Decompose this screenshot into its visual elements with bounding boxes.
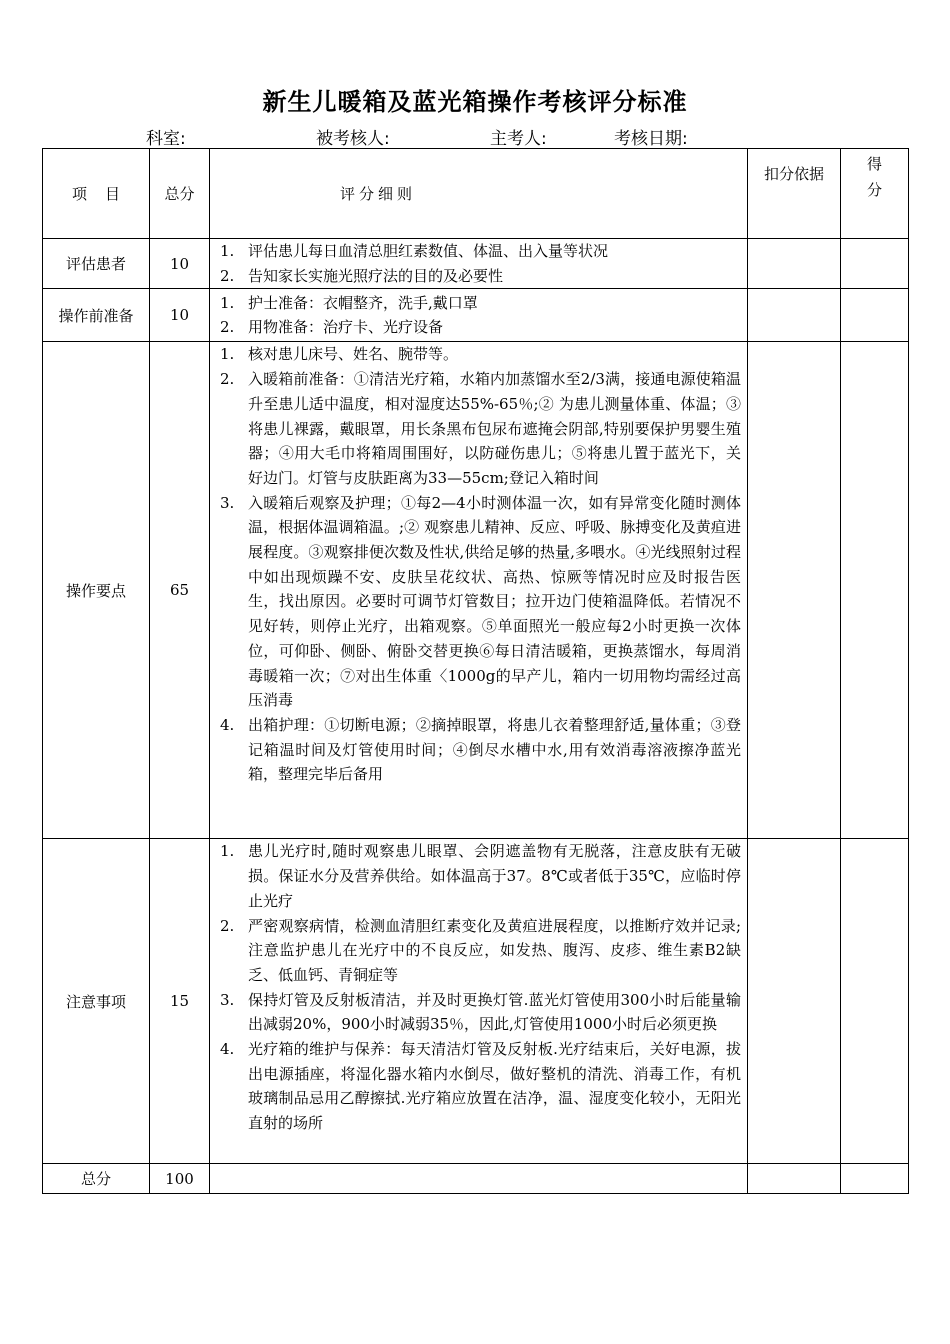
detail-item: 3. 保持灯管及反射板清洁，并及时更换灯管.蓝光灯管使用300小时后能量输出减弱20%，900小时减弱35％，因此,灯管使用1000小时后必须更换 — [220, 990, 741, 1034]
row-item: 操作要点 — [43, 342, 150, 839]
row-item: 评估患者 — [43, 239, 150, 289]
detail-item: 2. 告知家长实施光照疗法的目的及必要性 — [220, 266, 504, 285]
score-cell[interactable] — [841, 239, 909, 289]
summary-total: 100 — [150, 1164, 210, 1194]
header-score-line1: 得 — [866, 155, 882, 173]
table-row — [43, 839, 909, 1164]
scoring-table — [42, 148, 909, 1194]
header-score — [841, 149, 909, 239]
row-details — [210, 839, 748, 1164]
row-item: 注意事项 — [43, 839, 150, 1164]
summary-details-cell — [210, 1164, 748, 1194]
header-deduction-basis: 扣分依据 — [748, 149, 841, 239]
row-details — [210, 342, 748, 839]
detail-item: 2. 入暖箱前准备：①清洁光疗箱，水箱内加蒸馏水至2/3满，接通电源使箱温升至患儿适中温度，相对湿度达55%-65％;② 为患儿测量体重、体温；③将患儿裸露，戴眼罩，用长条黑布包尿布遮掩会阴部,特别要保护男婴生殖器；④用大毛巾将箱周围围好，以防碰伤患儿；⑤将患儿置于蓝光下，关好边门。灯管与皮肤距离为33—55cm;登记入箱时间 — [220, 370, 741, 487]
table-row — [43, 289, 909, 342]
score-cell[interactable] — [841, 342, 909, 839]
header-row — [43, 149, 909, 239]
department-label: 科室: — [146, 129, 186, 149]
detail-item: 4. 出箱护理：①切断电源；②摘掉眼罩，将患儿衣着整理舒适,量体重；③登记箱温时间及灯管使用时间；④倒尽水槽中水,用有效消毒溶液擦净蓝光箱，整理完毕后备用 — [220, 715, 741, 784]
header-total: 总分 — [150, 149, 210, 239]
header-details: 评分细则 — [210, 149, 748, 239]
detail-item: 3. 入暖箱后观察及护理；①每2—4小时测体温一次，如有异常变化随时测体温，根据体温调箱温。;② 观察患儿精神、反应、呼吸、脉搏变化及黄疸进展程度。③观察排便次数及性状,供给足够的热量,多喂水。④光线照射过程中如出现烦躁不安、皮肤呈花纹状、高热、惊厥等情况时应及时报告医生，找出原因。必要时可调节灯管数目；拉开边门使箱温降低。若情况不见好转，则停止光疗，出箱观察。⑤单面照光一般应每2小时更换一次体位，可仰卧、侧卧、俯卧交替更换⑥每日清洁暖箱，更换蒸馏水，每周消毒暖箱一次；⑦对出生体重〈1000g的早产儿，箱内一切用物均需经过高压消毒 — [220, 493, 741, 710]
exam-date-label: 考核日期: — [614, 129, 688, 149]
header-score-line2: 分 — [866, 181, 882, 199]
row-total: 10 — [150, 239, 210, 289]
detail-item: 4. 光疗箱的维护与保养：每天清洁灯管及反射板.光疗结束后，关好电源，拔出电源插座，将湿化器水箱内水倒尽，做好整机的清洗、消毒工作，有机玻璃制品忌用乙醇擦拭.光疗箱应放置在洁净，温、湿度变化较小，无阳光直射的场所 — [220, 1040, 741, 1133]
table-row — [43, 239, 909, 289]
summary-basis-cell[interactable] — [748, 1164, 841, 1194]
detail-item: 2. 用物准备：治疗卡、光疗设备 — [220, 318, 444, 337]
examiner-label: 主考人: — [490, 129, 547, 149]
row-details — [210, 239, 748, 289]
detail-item: 1. 护士准备：衣帽整齐，洗手,戴口罩 — [220, 293, 478, 312]
detail-item: 1. 核对患儿床号、姓名、腕带等。 — [220, 345, 459, 364]
deduction-basis-cell[interactable] — [748, 342, 841, 839]
detail-item: 2. 严密观察病情，检测血清胆红素变化及黄疸进展程度，以推断疗效并记录;注意监护患儿在光疗中的不良反应，如发热、腹泻、皮疹、维生素B2缺乏、低血钙、青铜症等 — [220, 916, 741, 984]
examinee-label: 被考核人: — [316, 129, 390, 149]
deduction-basis-cell[interactable] — [748, 239, 841, 289]
table-row — [43, 342, 909, 839]
header-item: 项目 — [43, 149, 150, 239]
deduction-basis-cell[interactable] — [748, 289, 841, 342]
row-total: 10 — [150, 289, 210, 342]
score-cell[interactable] — [841, 839, 909, 1164]
row-details — [210, 289, 748, 342]
summary-row — [43, 1164, 909, 1194]
detail-item: 1. 评估患儿每日血清总胆红素数值、体温、出入量等状况 — [220, 242, 609, 260]
page-title: 新生儿暖箱及蓝光箱操作考核评分标准 — [262, 88, 688, 116]
detail-item: 1. 患儿光疗时,随时观察患儿眼罩、会阴遮盖物有无脱落，注意皮肤有无破损。保证水分及营养供给。如体温高于37。8℃或者低于35℃，应临时停止光疗 — [220, 842, 741, 910]
row-total: 15 — [150, 839, 210, 1164]
row-item: 操作前准备 — [43, 289, 150, 342]
summary-item: 总分 — [43, 1164, 150, 1194]
summary-score-cell[interactable] — [841, 1164, 909, 1194]
row-total: 65 — [150, 342, 210, 839]
score-cell[interactable] — [841, 289, 909, 342]
deduction-basis-cell[interactable] — [748, 839, 841, 1164]
